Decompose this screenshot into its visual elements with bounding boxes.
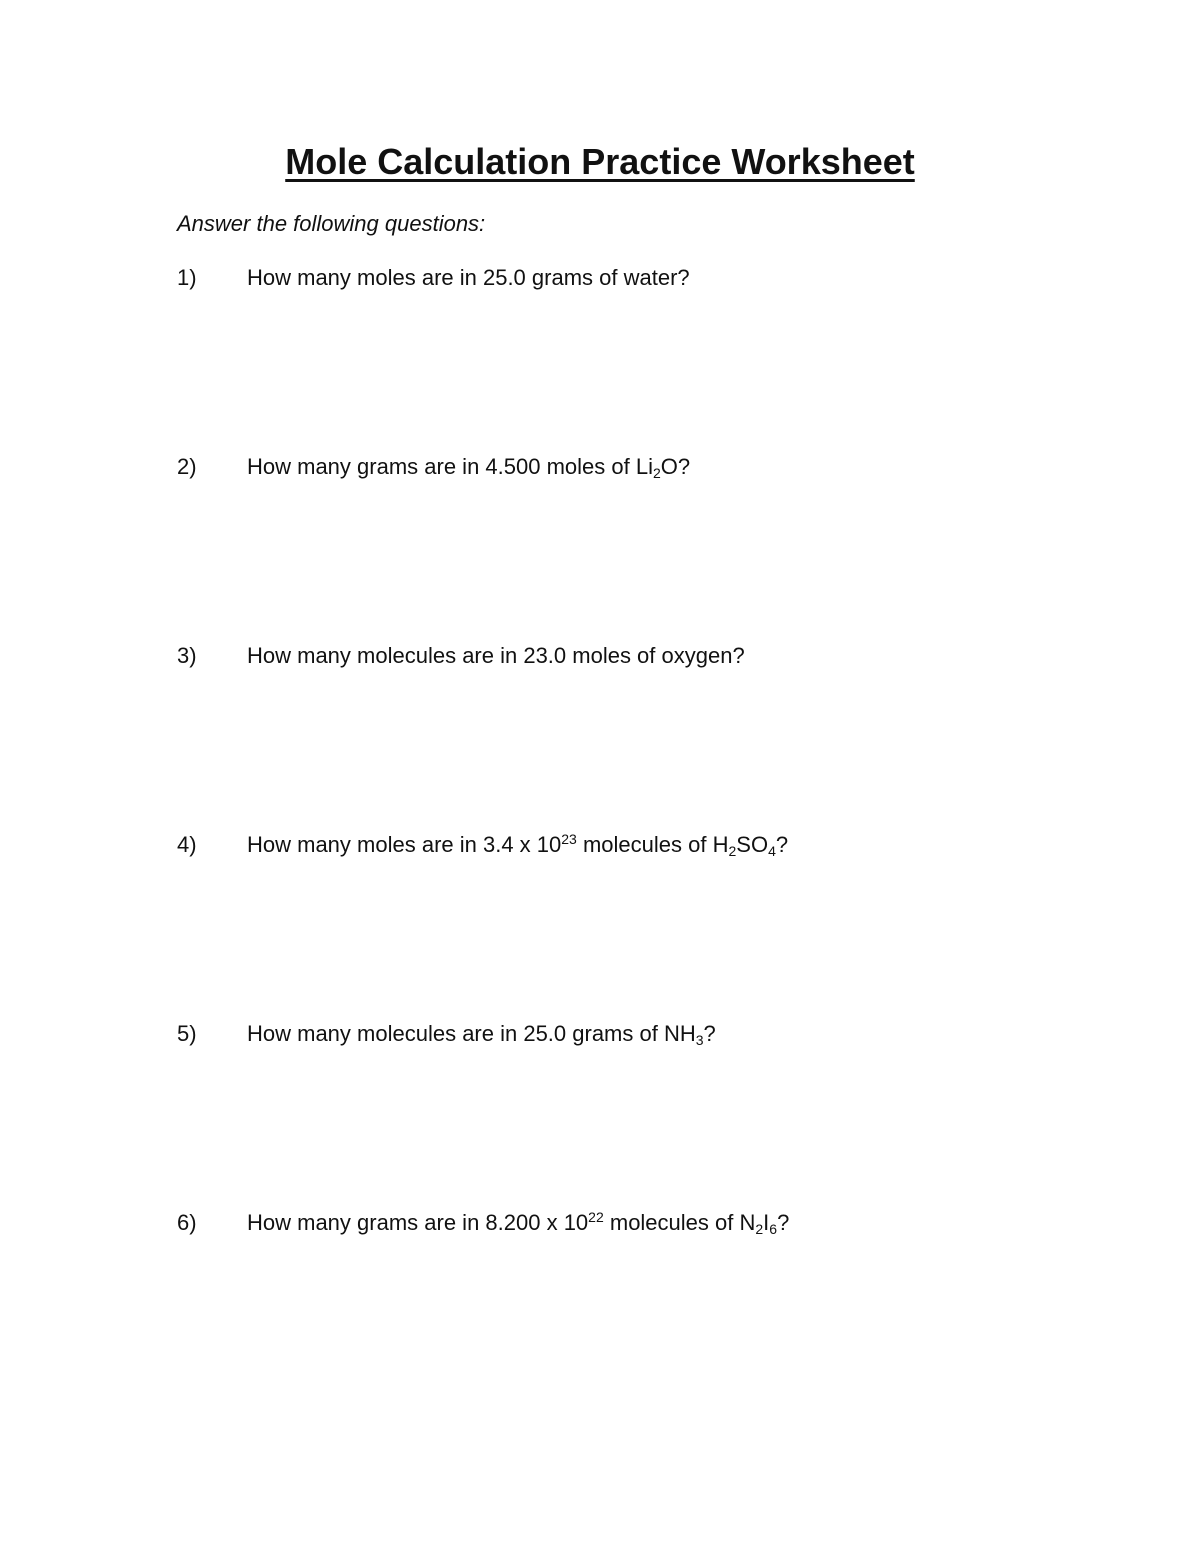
question-text: SO [736, 832, 769, 857]
question-text: ? [775, 832, 789, 857]
subscript: 3 [695, 1032, 704, 1048]
instructions-text: Answer the following questions: [177, 211, 486, 236]
question-4 [177, 831, 788, 859]
question-5 [177, 1020, 716, 1048]
question-text: How many molecules are in 23.0 moles of oxygen? [247, 643, 745, 668]
question-text: How many moles are in 3.4 x 10 [247, 832, 562, 857]
question-number: 6) [177, 1210, 197, 1235]
question-text: How many grams are in 4.500 moles of Li [247, 454, 653, 479]
question-text: How many grams are in 8.200 x 10 [247, 1210, 589, 1235]
question-text: How many moles are in 25.0 grams of water? [247, 265, 690, 290]
subscript: 2 [652, 465, 661, 481]
subscript: 4 [768, 843, 776, 859]
question-number: 1) [177, 265, 197, 290]
question-6 [177, 1209, 789, 1237]
question-1 [177, 264, 690, 292]
question-text: O? [660, 454, 691, 479]
question-text: ? [703, 1021, 716, 1046]
subscript: 6 [769, 1221, 778, 1237]
question-number: 2) [177, 454, 197, 479]
subscript: 2 [728, 843, 737, 859]
exponent: 22 [588, 1209, 604, 1225]
question-3 [177, 642, 745, 670]
question-number: 5) [177, 1021, 197, 1046]
question-2 [177, 453, 690, 481]
question-text: molecules of N [603, 1210, 756, 1235]
question-text: molecules of H [576, 832, 729, 857]
page-title: Mole Calculation Practice Worksheet [285, 141, 915, 182]
question-text: I [763, 1210, 770, 1235]
question-text: How many molecules are in 25.0 grams of NH [247, 1021, 696, 1046]
question-number: 3) [177, 643, 197, 668]
exponent: 23 [561, 831, 577, 847]
subscript: 2 [755, 1221, 764, 1237]
question-number: 4) [177, 832, 197, 857]
question-text: ? [777, 1210, 790, 1235]
